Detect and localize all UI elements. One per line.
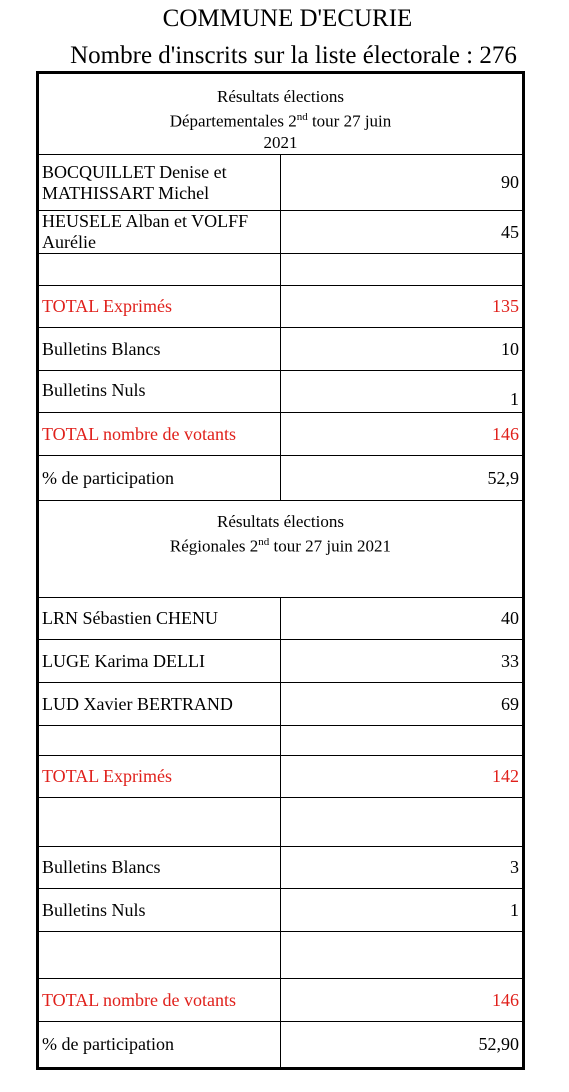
total-votants-value: 146 [281,413,523,456]
dep-title-line2-b: tour 27 juin [307,111,392,131]
total-exprimes-value: 142 [281,756,523,798]
empty-cell [39,726,281,756]
dep-title-line2-a: Départementales 2 [169,111,297,131]
reg-title-line2 [42,532,519,557]
empty-row [39,798,523,847]
total-votants-label: TOTAL nombre de votants [39,413,281,456]
dep-section-title [39,74,523,155]
reg-participation-row [39,1022,523,1068]
empty-cell [281,726,523,756]
reg-header-row [39,501,523,598]
reg-title-line2-a: Régionales 2 [169,536,259,556]
candidate-votes: 45 [281,211,523,254]
empty-row [39,726,523,756]
dep-header-row [39,74,523,155]
reg-title-sup: nd [258,536,270,548]
candidate-votes: 69 [281,683,523,726]
total-exprimes-value: 135 [281,286,523,328]
empty-row [39,932,523,979]
candidate-name: BOCQUILLET Denise et MATHISSART Michel [39,155,281,211]
blancs-label: Bulletins Blancs [39,328,281,371]
dep-total-exprimes-row [39,286,523,328]
candidate-name: LUD Xavier BERTRAND [39,683,281,726]
results-table [38,73,523,1068]
commune-title: COMMUNE D'ECURIE [162,5,413,32]
dep-title-line2 [42,107,519,132]
nuls-value: 1 [281,371,523,413]
empty-cell [281,798,523,847]
total-exprimes-label: TOTAL Exprimés [39,286,281,328]
dep-total-votants-row [39,413,523,456]
empty-cell [281,254,523,286]
nuls-value: 1 [281,889,523,932]
candidate-votes: 90 [281,155,523,211]
empty-cell [39,932,281,979]
dep-title-line1: Résultats élections [216,87,344,106]
dep-candidate-row [39,211,523,254]
dep-nuls-row [39,371,523,413]
candidate-name: HEUSELE Alban et VOLFF Aurélie [39,211,281,254]
nuls-label: Bulletins Nuls [39,889,281,932]
reg-candidate-row [39,640,523,683]
reg-total-exprimes-row [39,756,523,798]
candidate-name: LUGE Karima DELLI [39,640,281,683]
total-votants-value: 146 [281,979,523,1022]
candidate-votes: 40 [281,598,523,640]
reg-total-votants-row [39,979,523,1022]
reg-section-title [39,501,523,598]
dep-blancs-row [39,328,523,371]
participation-value: 52,9 [281,456,523,501]
blancs-value: 3 [281,847,523,889]
empty-cell [39,254,281,286]
participation-label: % de participation [39,456,281,501]
total-votants-label: TOTAL nombre de votants [39,979,281,1022]
reg-title-line1: Résultats élections [216,512,344,531]
empty-cell [281,932,523,979]
participation-value: 52,90 [281,1022,523,1068]
candidate-name: LRN Sébastien CHENU [39,598,281,640]
nuls-label: Bulletins Nuls [39,371,281,413]
participation-label: % de participation [39,1022,281,1068]
reg-title-line2-b: tour 27 juin 2021 [269,536,392,556]
total-exprimes-label: TOTAL Exprimés [39,756,281,798]
reg-nuls-row [39,889,523,932]
blancs-label: Bulletins Blancs [39,847,281,889]
dep-title-line3: 2021 [263,132,298,152]
empty-row [39,254,523,286]
inscrits-count: Nombre d'inscrits sur la liste électorale : 276 [70,42,517,69]
dep-candidate-row [39,155,523,211]
candidate-votes: 33 [281,640,523,683]
reg-blancs-row [39,847,523,889]
reg-candidate-row [39,683,523,726]
reg-candidate-row [39,598,523,640]
dep-title-sup: nd [296,111,308,123]
dep-participation-row [39,456,523,501]
empty-cell [39,798,281,847]
blancs-value: 10 [281,328,523,371]
